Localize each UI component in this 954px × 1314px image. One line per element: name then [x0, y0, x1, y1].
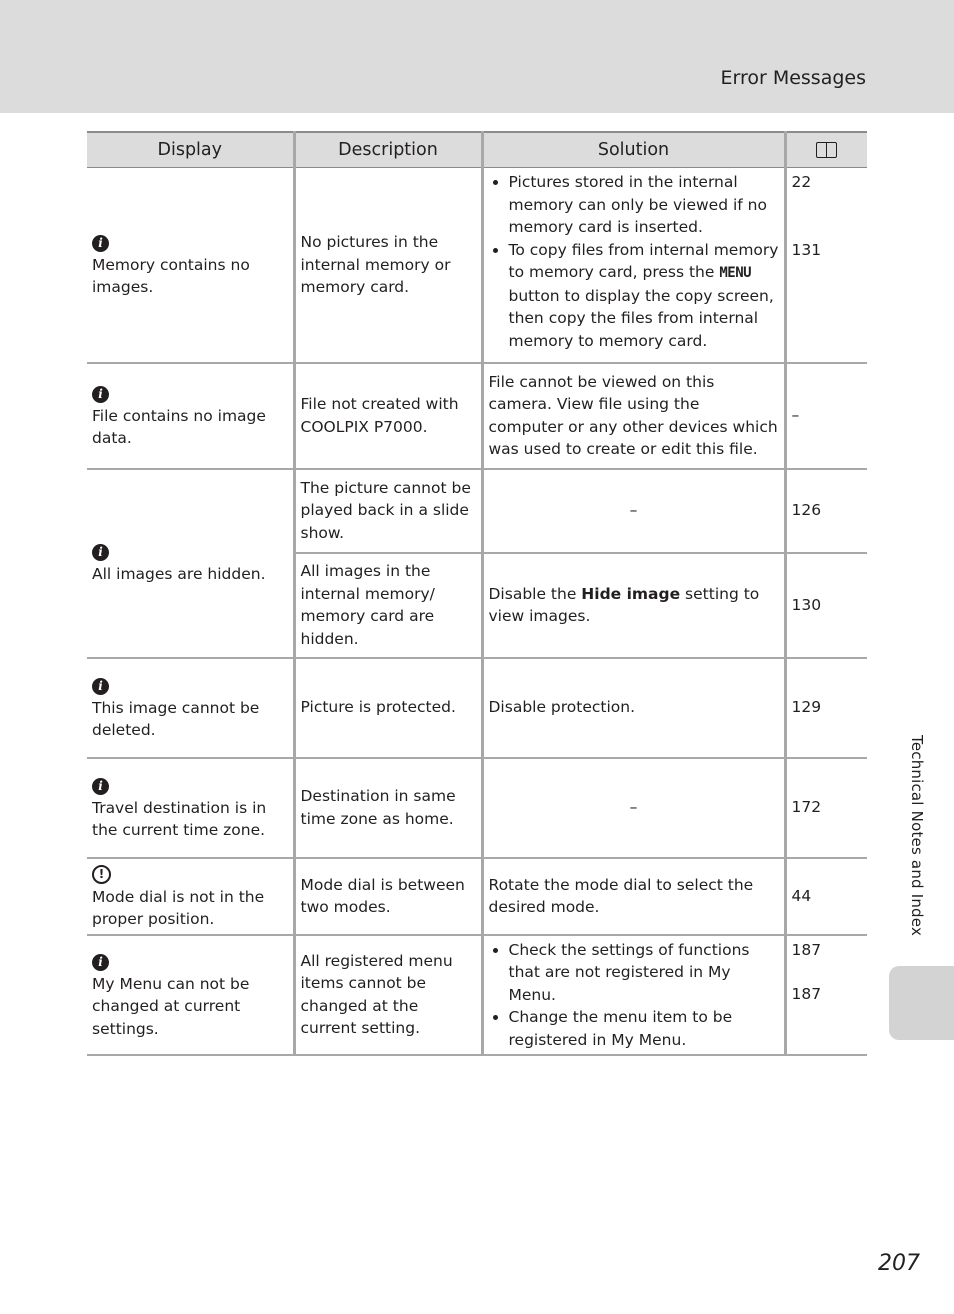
description-cell: All images in the internal memory/ memory card are hidden.	[294, 553, 482, 658]
section-title: Error Messages	[720, 67, 866, 89]
page-ref-cell: 129	[785, 658, 867, 758]
solution-text: setting to view images.	[488, 584, 760, 625]
display-text: File contains no image data.	[92, 406, 266, 447]
table-row	[87, 935, 867, 1056]
table-row	[87, 658, 867, 758]
solution-list	[489, 939, 779, 1052]
solution-cell: Rotate the mode dial to select the desired mode.	[482, 858, 785, 935]
description-cell: Picture is protected.	[294, 658, 482, 758]
display-text: My Menu can not be changed at current settings.	[92, 974, 250, 1038]
description-cell: No pictures in the internal memory or memory card.	[294, 168, 482, 363]
solution-cell: Disable protection.	[482, 658, 785, 758]
display-text: Travel destination is in the current time zone.	[92, 798, 267, 839]
page-ref: 187	[791, 940, 822, 959]
setting-name: Hide image	[581, 584, 681, 603]
display-text: Memory contains no images.	[92, 255, 250, 297]
page-ref-cell: –	[785, 363, 867, 469]
display-text: All images are hidden.	[92, 565, 266, 584]
description-cell: File not created with COOLPIX P7000.	[294, 363, 482, 469]
section-thumb-tab	[889, 966, 954, 1040]
page-ref-cell: 130	[785, 553, 867, 658]
solution-cell: File cannot be viewed on this camera. View file using the computer or any other devices which was used to create or edit this file.	[482, 363, 785, 469]
solution-item: • Pictures stored in the internal memory can only be viewed if no memory card is inserted.	[509, 171, 779, 239]
display-cell	[87, 469, 294, 658]
table-header-row	[87, 132, 867, 168]
column-header-solution: Solution	[482, 132, 785, 168]
solution-text: Disable the	[488, 584, 582, 603]
info-icon: i	[92, 678, 109, 695]
table-row	[87, 858, 867, 935]
table-row	[87, 168, 867, 363]
page-ref-cell: 44	[785, 858, 867, 935]
table-row	[87, 363, 867, 469]
page-ref-cell: 126	[785, 469, 867, 553]
page-ref: 187	[791, 985, 822, 1003]
menu-button-glyph: MENU	[719, 265, 752, 281]
column-header-description: Description	[294, 132, 482, 168]
display-text: Mode dial is not in the proper position.	[92, 887, 265, 928]
column-header-reference	[785, 132, 867, 168]
description-cell: The picture cannot be played back in a slide show.	[294, 469, 482, 553]
error-messages-table	[87, 131, 867, 1056]
solution-cell: –	[482, 469, 785, 553]
page-ref: 22	[791, 173, 812, 191]
solution-item: • Change the menu item to be registered in My Menu.	[509, 1006, 779, 1051]
solution-text: To copy files from internal memory to memory card, press the	[508, 240, 779, 281]
table-row	[87, 469, 867, 553]
solution-cell	[482, 168, 785, 363]
column-header-display: Display	[87, 132, 294, 168]
description-cell: Destination in same time zone as home.	[294, 758, 482, 858]
page-ref-cell	[785, 935, 867, 1056]
description-cell: Mode dial is between two modes.	[294, 858, 482, 935]
display-cell	[87, 858, 294, 935]
description-cell: All registered menu items cannot be changed at the current setting.	[294, 935, 482, 1056]
table-row	[87, 758, 867, 858]
info-icon: i	[92, 778, 109, 795]
info-icon: i	[92, 386, 109, 403]
display-cell	[87, 758, 294, 858]
solution-cell	[482, 553, 785, 658]
display-cell	[87, 658, 294, 758]
solution-list	[489, 171, 779, 352]
info-icon: i	[92, 954, 109, 971]
warning-icon: !	[92, 865, 111, 884]
display-text: This image cannot be deleted.	[92, 698, 260, 739]
info-icon: i	[92, 544, 109, 561]
solution-item	[509, 239, 779, 353]
page-ref-cell	[785, 168, 867, 363]
display-cell	[87, 363, 294, 469]
page-header	[0, 0, 954, 113]
page-number: 207	[878, 1251, 920, 1276]
solution-cell	[482, 935, 785, 1056]
display-cell	[87, 168, 294, 363]
page-ref-cell: 172	[785, 758, 867, 858]
info-icon: i	[92, 235, 109, 252]
solution-text: button to display the copy screen, then copy the files from internal memory to memory card.	[508, 286, 774, 350]
book-icon	[816, 142, 838, 158]
page-ref: 131	[791, 240, 822, 259]
solution-item: • Check the settings of functions that are not registered in My Menu.	[509, 939, 779, 1007]
section-side-label: Technical Notes and Index	[908, 735, 926, 937]
solution-cell: –	[482, 758, 785, 858]
display-cell	[87, 935, 294, 1056]
